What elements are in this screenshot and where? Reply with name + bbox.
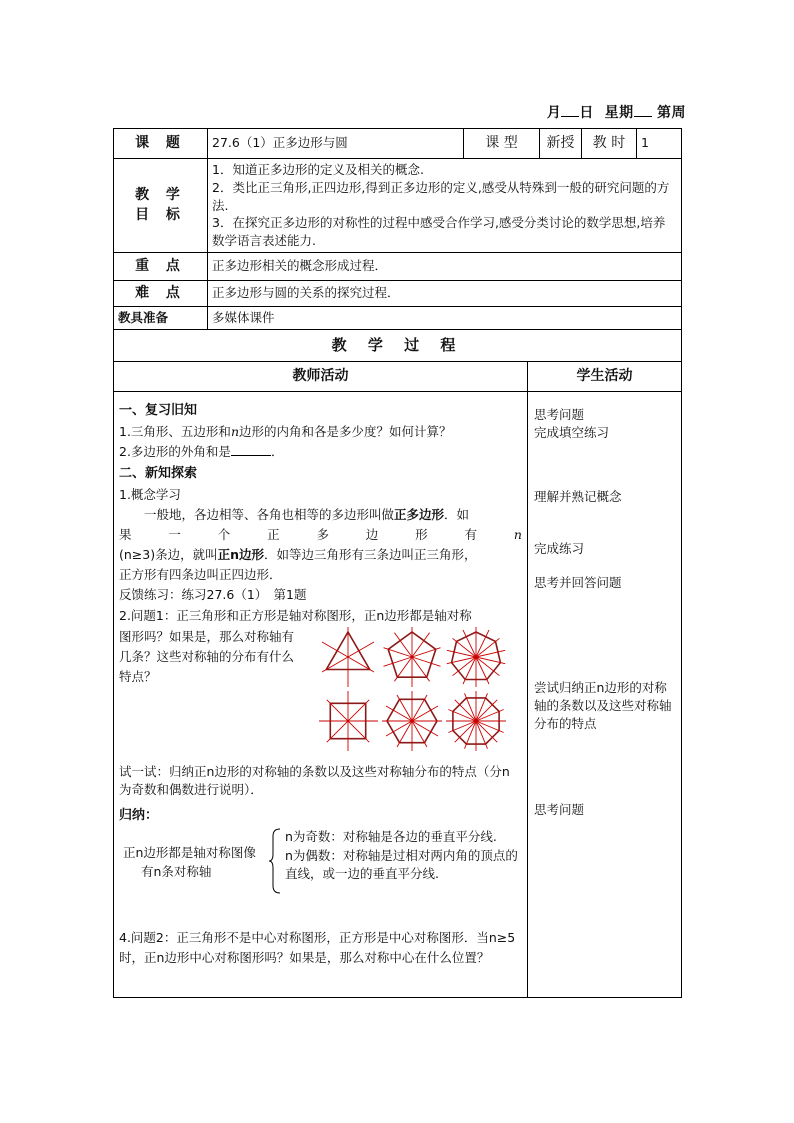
review-q2-text: 2.多边形的外角和是	[119, 443, 231, 459]
goals-label	[114, 159, 208, 253]
student-item: 思考问题	[534, 406, 585, 422]
key-label: 重 点	[114, 252, 208, 280]
symmetry-axis	[412, 657, 441, 666]
student-activity-header: 学生活动	[528, 361, 682, 391]
review-q2-end: ．	[270, 443, 284, 459]
review-heading: 一、复习旧知	[119, 402, 198, 418]
summary-left-line-2: 有n条对称轴	[141, 863, 212, 879]
symmetry-axis	[394, 632, 412, 656]
review-q1-text-end: 边形的内角和各是多少度？如何计算？	[239, 423, 452, 439]
try-it: 试一试：归纳正n边形的对称轴的条数以及这些对称轴分布的特点（分n为奇数和偶数进行说明）．	[119, 763, 510, 797]
month-label: 月	[546, 105, 562, 121]
spread-char: 形	[415, 527, 428, 543]
spread-char: 个	[217, 527, 231, 543]
polygon-6-sides	[382, 691, 442, 751]
polygon-3-sides	[322, 627, 374, 687]
concept-paragraph-2	[119, 546, 522, 564]
spread-char: 多	[316, 527, 329, 543]
student-item: 理解并熟记概念	[534, 489, 622, 505]
concept-text-end: ．如	[444, 506, 470, 522]
tools-value: 多媒体课件	[208, 306, 682, 329]
polygon-8-sides	[446, 691, 506, 751]
type-label: 课 型	[464, 129, 540, 159]
regular-polygon-figures	[319, 627, 519, 755]
spread-char: 有	[464, 527, 478, 543]
polygon-4-sides	[319, 691, 378, 751]
concept-text-end: ．如等边三角形有三条边叫正三角形，	[264, 547, 477, 563]
student-item: 完成练习	[534, 541, 585, 557]
teacher-activity-cell	[114, 391, 528, 997]
teacher-activity-header: 教师活动	[114, 361, 528, 391]
goals-label-line1: 教 学	[135, 187, 186, 204]
review-question-2	[119, 443, 522, 461]
key-value: 正多边形相关的概念形成过程．	[208, 252, 682, 280]
process-title: 教 学 过 程	[114, 329, 682, 361]
date-header	[547, 102, 686, 122]
summary-right	[285, 828, 529, 884]
summary-block	[119, 828, 522, 922]
student-item: 完成填空练习	[534, 425, 610, 440]
topic-label: 课 题	[114, 129, 208, 159]
summary-heading: 归纳：	[119, 807, 159, 823]
review-q1-text: 1.三角形、五边形和	[119, 423, 231, 439]
tools-label: 教具准备	[114, 306, 208, 329]
brace-icon	[268, 828, 282, 894]
day-label: 日	[579, 105, 594, 121]
hours-value: 1	[637, 129, 682, 159]
hours-label: 教 时	[582, 129, 637, 159]
feedback-exercise: 反馈练习：练习27.6（1） 第1题	[119, 587, 307, 603]
spread-char: 边	[365, 527, 379, 543]
symmetry-axis	[476, 630, 489, 657]
lesson-plan-table	[113, 128, 682, 998]
concept-paragraph-1	[119, 506, 522, 524]
explore-heading: 二、新知探索	[119, 465, 198, 481]
spread-char: n	[513, 527, 522, 543]
answer-blank[interactable]	[231, 455, 271, 456]
student-item: 尝试归纳正n边形的对称轴的条数以及这些对称轴分布的特点	[534, 679, 672, 731]
concept-text: 一般地，各边相等、各角也相等的多边形叫做	[144, 506, 395, 522]
polygon-7-sides	[447, 627, 505, 687]
summary-even: n为偶数：对称轴是过相对两内角的顶点的直线，或一边的垂直平分线.	[285, 847, 518, 882]
question-1-block	[119, 627, 522, 757]
concept-paragraph-3: 正方形有四条边叫正四边形．	[119, 567, 282, 583]
review-q1-n: n	[230, 423, 239, 439]
difficulty-label: 难 点	[114, 280, 208, 306]
goals-label-line2: 目 标	[135, 207, 186, 224]
summary-left-line-1: 正n边形都是轴对称图像	[123, 844, 256, 860]
symmetry-axis	[384, 647, 413, 656]
polygon-5-sides	[384, 627, 441, 687]
difficulty-value: 正多边形与圆的关系的探究过程．	[208, 280, 682, 306]
weekday-label: 星期	[604, 105, 634, 121]
question-2: 4.问题2：正三角形不是中心对称图形，正方形是中心对称图形．当n≥5时，正n边形中心对称图形吗？如果是，那么对称中心在什么位置？	[119, 929, 516, 965]
concept-term: 正多边形	[394, 506, 445, 522]
goal-item: 1．知道正多边形的定义及相关的概念.	[212, 162, 424, 177]
symmetry-axis	[384, 657, 413, 666]
week-label: 第周	[657, 105, 686, 121]
question-1-line: 2.问题1：正三角形和正方形是轴对称图形，正n边形都是轴对称	[119, 607, 472, 623]
student-activity-cell	[528, 391, 682, 997]
review-question-1	[119, 423, 522, 441]
symmetry-axis	[463, 630, 476, 657]
concept-spread-line	[119, 526, 522, 544]
question-1-continued: 图形吗？如果是，那么对称轴有几条？这些对称轴的分布有什么特点？	[119, 628, 295, 684]
topic-value: 27.6（1）正多边形与圆	[208, 129, 464, 159]
symmetry-axis	[412, 647, 441, 656]
goal-item: 3．在探究正多边形的对称性的过程中感受合作学习,感受分类讨论的数学思想,培养数学语言表述能力.	[212, 215, 666, 248]
symmetry-axis	[412, 632, 430, 656]
spread-char: 果	[119, 527, 132, 543]
student-item: 思考问题	[534, 801, 585, 817]
type-value: 新授	[540, 129, 582, 159]
concept-term: 正n边形	[217, 547, 265, 563]
spread-char: 一	[168, 527, 181, 543]
goal-item: 2．类比正三角形,正四边形,得到正多边形的定义,感受从特殊到一般的研究问题的方法.	[212, 179, 670, 213]
summary-left	[123, 844, 256, 882]
concept-heading: 1.概念学习	[119, 486, 181, 502]
goals-list	[208, 159, 682, 253]
concept-text: (n≥3)条边，就叫	[119, 547, 218, 563]
spread-char: 正	[267, 527, 280, 543]
student-item: 思考并回答问题	[534, 575, 622, 591]
summary-odd: n为奇数：对称轴是各边的垂直平分线.	[285, 828, 497, 844]
